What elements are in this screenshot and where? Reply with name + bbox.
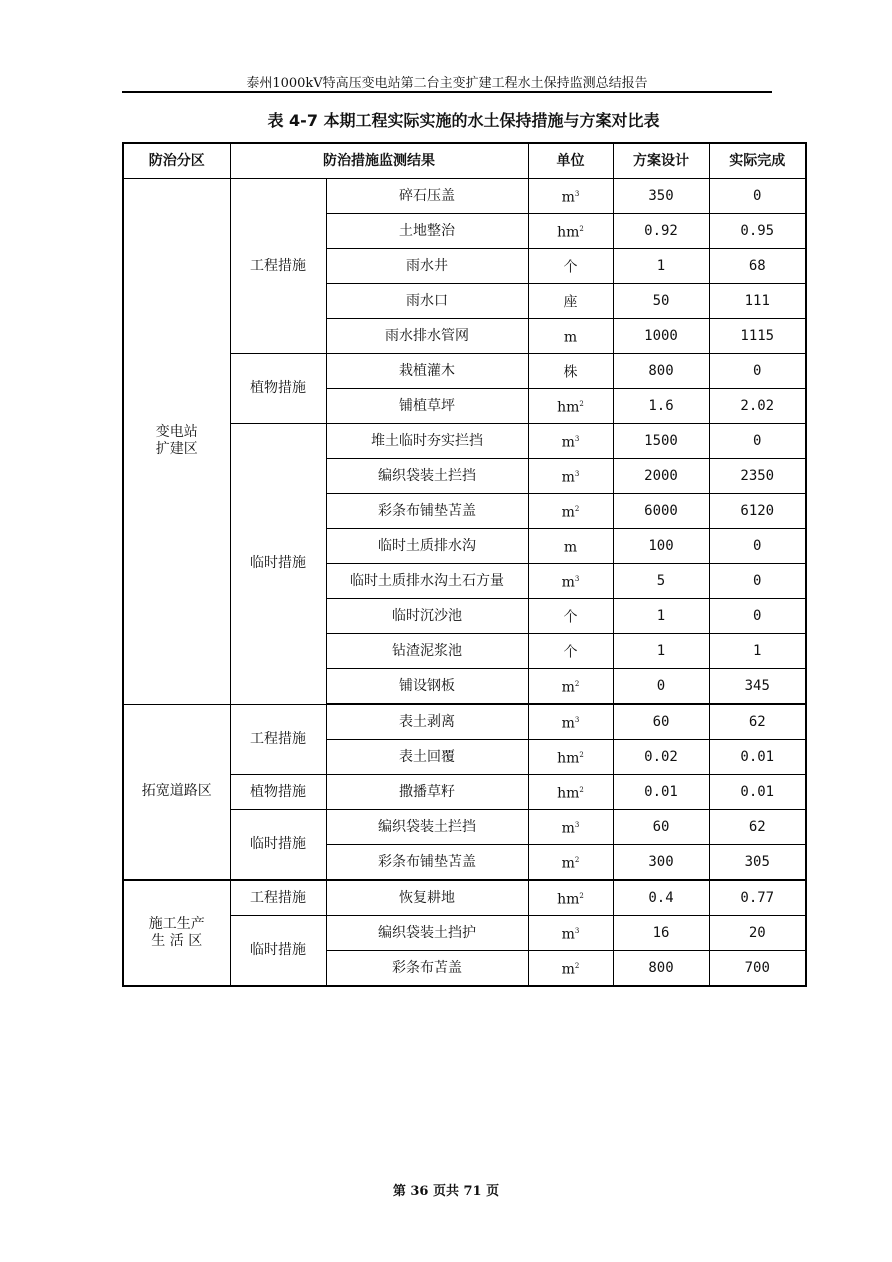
plan-cell: 1.6	[613, 389, 709, 424]
plan-cell: 16	[613, 916, 709, 951]
actual-cell: 0	[709, 529, 806, 564]
plan-cell: 800	[613, 951, 709, 987]
unit-cell: $m^3$	[528, 810, 613, 845]
actual-cell: 0	[709, 424, 806, 459]
zone-cell-road: 拓宽道路区	[123, 704, 230, 880]
plan-cell: 1	[613, 634, 709, 669]
item-cell: 碎石压盖	[326, 179, 528, 214]
item-cell: 临时沉沙池	[326, 599, 528, 634]
actual-cell: 0.01	[709, 740, 806, 775]
zone-label-line: 施工生产	[148, 916, 205, 932]
unit-cell: 个	[528, 634, 613, 669]
item-cell: 铺设钢板	[326, 669, 528, 705]
category-cell-engineering: 工程措施	[230, 704, 326, 775]
category-cell-temporary: 临时措施	[230, 810, 326, 881]
zone-label-line: 生 活 区	[151, 933, 203, 949]
actual-cell: 2350	[709, 459, 806, 494]
plan-cell: 50	[613, 284, 709, 319]
category-cell-plant: 植物措施	[230, 775, 326, 810]
plan-cell: 0.02	[613, 740, 709, 775]
table-header-row	[123, 143, 806, 179]
plan-cell: 0.01	[613, 775, 709, 810]
plan-cell: 6000	[613, 494, 709, 529]
item-cell: 表土回覆	[326, 740, 528, 775]
col-header-measure: 防治措施监测结果	[230, 143, 528, 179]
zone-cell-construction-camp	[123, 880, 230, 986]
item-cell: 彩条布铺垫苫盖	[326, 845, 528, 881]
item-cell: 钻渣泥浆池	[326, 634, 528, 669]
unit-cell: $m^3$	[528, 916, 613, 951]
unit-cell: $m^2$	[528, 494, 613, 529]
page-number-footer: 第 36 页共 71 页	[392, 1184, 500, 1199]
item-cell: 彩条布铺垫苫盖	[326, 494, 528, 529]
category-cell-temporary: 临时措施	[230, 916, 326, 987]
actual-cell: 0.01	[709, 775, 806, 810]
plan-cell: 350	[613, 179, 709, 214]
item-cell: 雨水井	[326, 249, 528, 284]
item-cell: 铺植草坪	[326, 389, 528, 424]
item-cell: 编织袋装土拦挡	[326, 459, 528, 494]
unit-cell: $m^3$	[528, 424, 613, 459]
measures-comparison-table	[122, 142, 807, 987]
item-cell: 土地整治	[326, 214, 528, 249]
actual-cell: 0.95	[709, 214, 806, 249]
plan-cell: 0.4	[613, 880, 709, 916]
actual-cell: 6120	[709, 494, 806, 529]
report-header-title: 泰州1000kV特高压变电站第二台主变扩建工程水土保持监测总结报告	[246, 76, 648, 91]
category-cell-plant: 植物措施	[230, 354, 326, 424]
plan-cell: 2000	[613, 459, 709, 494]
item-cell: 堆土临时夯实拦挡	[326, 424, 528, 459]
plan-cell: 0	[613, 669, 709, 705]
plan-cell: 60	[613, 704, 709, 740]
unit-cell: 株	[528, 354, 613, 389]
plan-cell: 5	[613, 564, 709, 599]
item-cell: 编织袋装土挡护	[326, 916, 528, 951]
plan-cell: 1000	[613, 319, 709, 354]
actual-cell: 62	[709, 810, 806, 845]
plan-cell: 100	[613, 529, 709, 564]
item-cell: 栽植灌木	[326, 354, 528, 389]
actual-cell: 345	[709, 669, 806, 705]
actual-cell: 700	[709, 951, 806, 987]
unit-cell: $hm^2$	[528, 389, 613, 424]
header-rule	[122, 91, 772, 93]
item-cell: 编织袋装土拦挡	[326, 810, 528, 845]
table-row	[123, 179, 806, 214]
actual-cell: 0	[709, 564, 806, 599]
plan-cell: 1	[613, 249, 709, 284]
unit-cell: $hm^2$	[528, 740, 613, 775]
zone-label-line: 变电站	[155, 424, 198, 441]
item-cell: 临时土质排水沟	[326, 529, 528, 564]
table-caption: 表 4-7 本期工程实际实施的水土保持措施与方案对比表	[267, 111, 660, 130]
actual-cell: 0	[709, 179, 806, 214]
actual-cell: 1115	[709, 319, 806, 354]
unit-cell: m	[528, 529, 613, 564]
unit-cell: $m^2$	[528, 669, 613, 705]
zone-cell-substation	[123, 179, 230, 705]
item-cell: 表土剥离	[326, 704, 528, 740]
unit-cell: 个	[528, 249, 613, 284]
table-row	[123, 704, 806, 740]
unit-cell: 个	[528, 599, 613, 634]
col-header-unit: 单位	[528, 143, 613, 179]
col-header-zone: 防治分区	[123, 143, 230, 179]
plan-cell: 300	[613, 845, 709, 881]
actual-cell: 2.02	[709, 389, 806, 424]
category-cell-temporary: 临时措施	[230, 424, 326, 705]
unit-cell: $m^3$	[528, 564, 613, 599]
item-cell: 撒播草籽	[326, 775, 528, 810]
item-cell: 恢复耕地	[326, 880, 528, 916]
plan-cell: 800	[613, 354, 709, 389]
actual-cell: 0.77	[709, 880, 806, 916]
unit-cell: $m^3$	[528, 179, 613, 214]
item-cell: 彩条布苫盖	[326, 951, 528, 987]
unit-cell: $m^3$	[528, 459, 613, 494]
actual-cell: 111	[709, 284, 806, 319]
actual-cell: 305	[709, 845, 806, 881]
actual-cell: 0	[709, 599, 806, 634]
item-cell: 雨水排水管网	[326, 319, 528, 354]
item-cell: 临时土质排水沟土石方量	[326, 564, 528, 599]
plan-cell: 60	[613, 810, 709, 845]
actual-cell: 62	[709, 704, 806, 740]
unit-cell: $m^2$	[528, 951, 613, 987]
table-row	[123, 880, 806, 916]
zone-label-line: 扩建区	[155, 441, 198, 458]
unit-cell: m	[528, 319, 613, 354]
actual-cell: 1	[709, 634, 806, 669]
unit-cell: $hm^2$	[528, 880, 613, 916]
unit-cell: $m^3$	[528, 704, 613, 740]
actual-cell: 68	[709, 249, 806, 284]
plan-cell: 0.92	[613, 214, 709, 249]
plan-cell: 1500	[613, 424, 709, 459]
category-cell-engineering: 工程措施	[230, 179, 326, 354]
unit-cell: $hm^2$	[528, 775, 613, 810]
category-cell-engineering: 工程措施	[230, 880, 326, 916]
actual-cell: 0	[709, 354, 806, 389]
unit-cell: $hm^2$	[528, 214, 613, 249]
actual-cell: 20	[709, 916, 806, 951]
plan-cell: 1	[613, 599, 709, 634]
unit-cell: 座	[528, 284, 613, 319]
col-header-plan: 方案设计	[613, 143, 709, 179]
col-header-actual: 实际完成	[709, 143, 806, 179]
unit-cell: $m^2$	[528, 845, 613, 881]
item-cell: 雨水口	[326, 284, 528, 319]
